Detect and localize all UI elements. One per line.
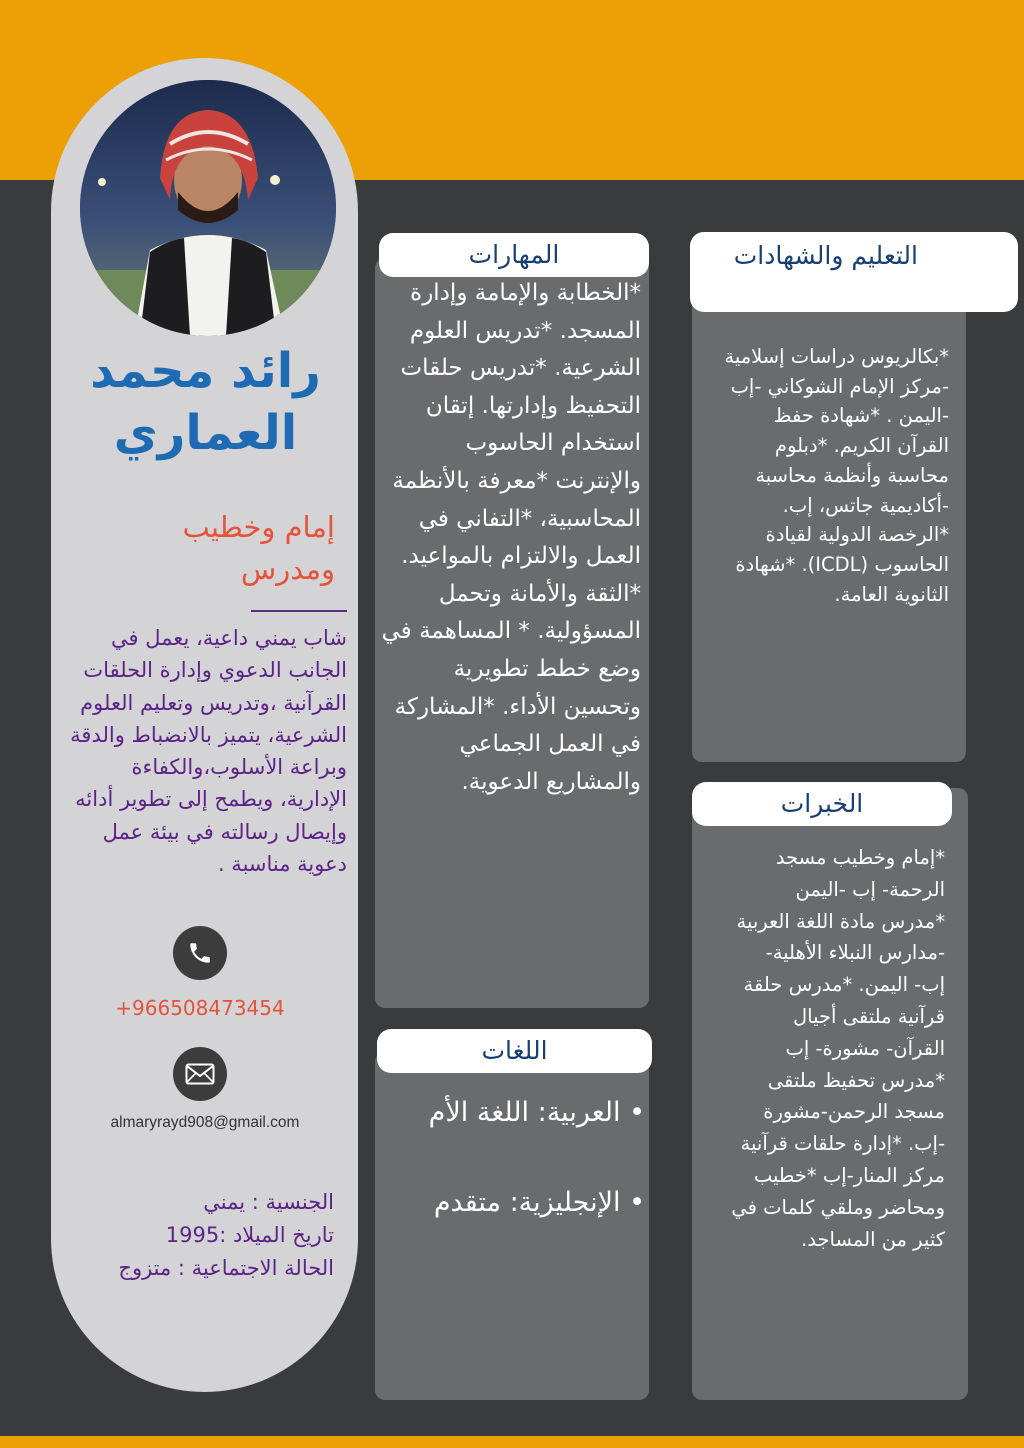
bottom-accent-band	[0, 1436, 1024, 1448]
envelope-icon[interactable]	[173, 1047, 227, 1101]
job-title: إمام وخطيب ومدرس	[182, 510, 335, 586]
skills-list: *الخطابة والإمامة وإدارة المسجد. *تدريس العلوم الشرعية. *تدريس حلقات التحفيظ وإدارتها. إتقان استخدام الحاسوب والإنترنت *معرفة بالأنظمة المحاسبية، *التفاني في العمل والالتزام بالمواعيد. *الثقة والأمانة وتحمل المسؤولية. * المساهمة في وضع خطط تطويرية وتحسين الأداء. *المشاركة في العمل الجماعي والمشاريع الدعوية.	[381, 280, 641, 795]
skills-heading: المهارات	[379, 233, 649, 277]
languages-heading: اللغات	[377, 1029, 652, 1073]
email-address[interactable]: almaryrayd908@gmail.com	[110, 1114, 300, 1131]
bio-paragraph: شاب يمني داعية، يعمل في الجانب الدعوي وإدارة الحلقات القرآنية ،وتدريس وتعليم العلوم الشرعية، يتميز بالانضباط والدقة وبراعة الأسلوب،والكفاءة الإدارية، ويطمح إلى تطوير أدائه وإيصال رسالته في بيئة عمل دعوية مناسبة .	[70, 626, 347, 877]
phone-number[interactable]: +966508473454	[115, 996, 285, 1020]
languages-list	[381, 1090, 645, 1225]
language-english: • الإنجليزية: متقدم	[433, 1187, 645, 1218]
marital-status: الحالة الاجتماعية : متزوج	[118, 1256, 334, 1280]
profile-photo	[80, 80, 336, 336]
language-arabic: • العربية: اللغة الأم	[428, 1097, 645, 1128]
experience-heading: الخبرات	[692, 782, 952, 826]
title-divider	[251, 610, 347, 612]
experience-list: *إمام وخطيب مسجد الرحمة- إب -اليمن *مدرس مادة اللغة العربية -مدارس النبلاء الأهلية- إب- اليمن. *مدرس حلقة قرآنية ملتقى أجيال القرآن- مشورة- إب *مدرس تحفيظ ملتقى مسجد الرحمن-مشورة -إب. *إدارة حلقات قرآنية مركز المنار-إب *خطيب ومحاضر وملقي كلمات في كثير من المساجد.	[731, 846, 945, 1251]
phone-icon[interactable]	[173, 926, 227, 980]
education-list: *بكالريوس دراسات إسلامية -مركز الإمام الشوكاني -إب -اليمن . *شهادة حفظ القرآن الكريم. *دبلوم محاسبة وأنظمة محاسبة -أكاديمية جاتس، إب. *الرخصة الدولية لقيادة الحاسوب (ICDL). *شهادة الثانوية العامة.	[724, 345, 949, 606]
birth-date: تاريخ الميلاد :1995	[165, 1223, 334, 1247]
person-name: رائد محمد العماري	[90, 343, 321, 461]
education-heading: التعليم والشهادات	[690, 232, 1018, 312]
nationality: الجنسية : يمني	[203, 1190, 334, 1214]
personal-info	[60, 1186, 334, 1285]
